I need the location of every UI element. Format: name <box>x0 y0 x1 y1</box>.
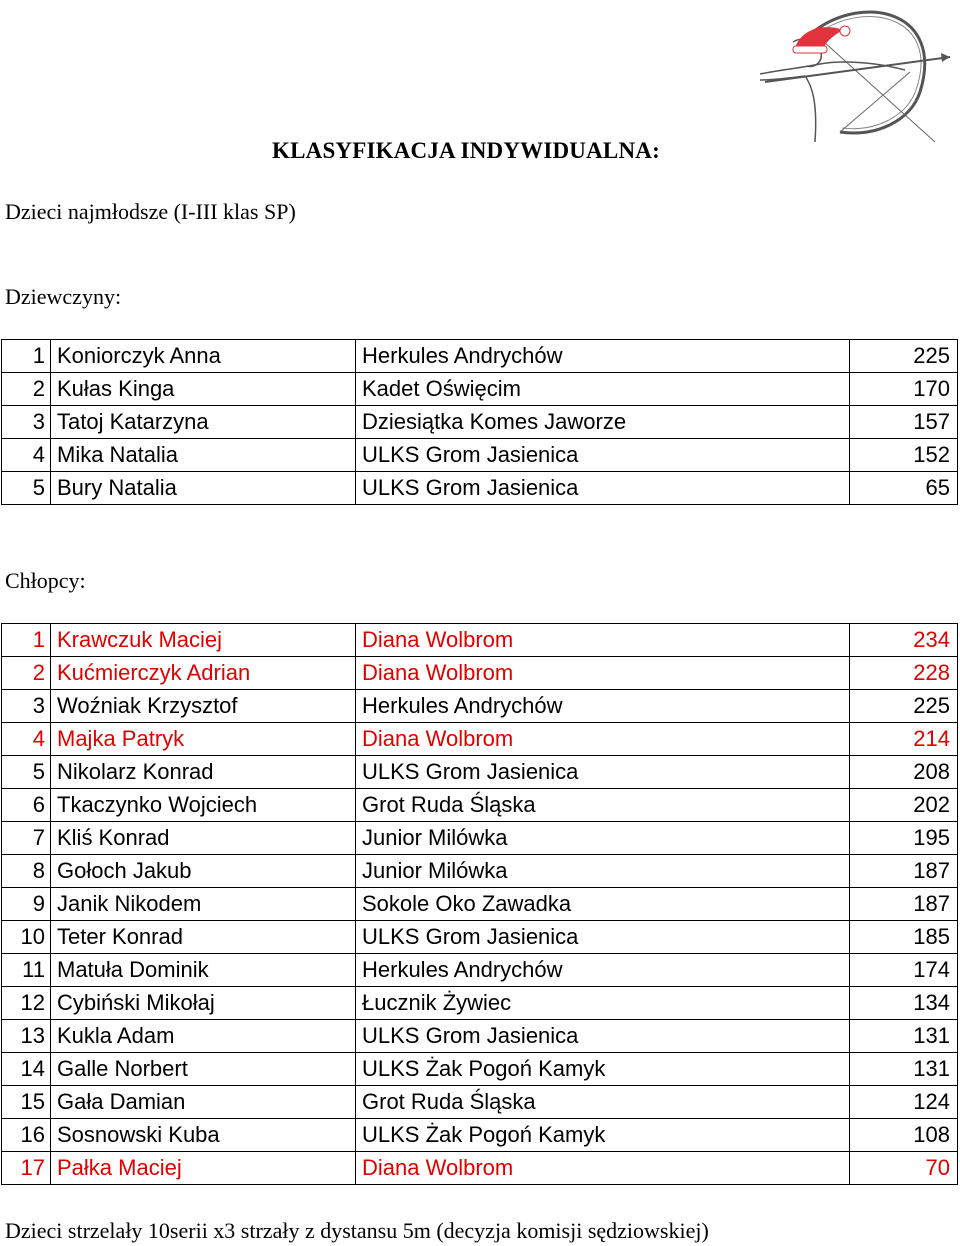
rank-cell: 11 <box>2 954 51 987</box>
rank-cell: 13 <box>2 1020 51 1053</box>
club-cell: ULKS Grom Jasienica <box>356 921 850 954</box>
table-row <box>2 439 958 472</box>
club-cell: ULKS Grom Jasienica <box>356 439 850 472</box>
table-row <box>2 690 958 723</box>
rank-cell: 1 <box>2 624 51 657</box>
club-cell: Diana Wolbrom <box>356 657 850 690</box>
name-cell: Kliś Konrad <box>51 822 356 855</box>
rank-cell: 3 <box>2 406 51 439</box>
club-cell: Łucznik Żywiec <box>356 987 850 1020</box>
score-cell: 131 <box>850 1053 958 1086</box>
score-cell: 170 <box>850 373 958 406</box>
rank-cell: 14 <box>2 1053 51 1086</box>
club-cell: Sokole Oko Zawadka <box>356 888 850 921</box>
name-cell: Janik Nikodem <box>51 888 356 921</box>
score-cell: 152 <box>850 439 958 472</box>
table-row <box>2 756 958 789</box>
score-cell: 108 <box>850 1119 958 1152</box>
table-row <box>2 406 958 439</box>
score-cell: 157 <box>850 406 958 439</box>
rank-cell: 9 <box>2 888 51 921</box>
name-cell: Mika Natalia <box>51 439 356 472</box>
name-cell: Bury Natalia <box>51 472 356 505</box>
rank-cell: 16 <box>2 1119 51 1152</box>
table-row <box>2 624 958 657</box>
club-cell: Herkules Andrychów <box>356 340 850 373</box>
table-row <box>2 855 958 888</box>
table-row <box>2 789 958 822</box>
name-cell: Krawczuk Maciej <box>51 624 356 657</box>
name-cell: Gała Damian <box>51 1086 356 1119</box>
club-cell: Kadet Oświęcim <box>356 373 850 406</box>
club-cell: Diana Wolbrom <box>356 723 850 756</box>
name-cell: Nikolarz Konrad <box>51 756 356 789</box>
rank-cell: 1 <box>2 340 51 373</box>
table-row <box>2 888 958 921</box>
score-cell: 124 <box>850 1086 958 1119</box>
rank-cell: 7 <box>2 822 51 855</box>
category-subtitle: Dzieci najmłodsze (I-III klas SP) <box>5 199 296 224</box>
club-cell: ULKS Grom Jasienica <box>356 756 850 789</box>
score-cell: 214 <box>850 723 958 756</box>
club-cell: Diana Wolbrom <box>356 1152 850 1185</box>
name-cell: Koniorczyk Anna <box>51 340 356 373</box>
table-row <box>2 657 958 690</box>
club-cell: ULKS Grom Jasienica <box>356 472 850 505</box>
rank-cell: 5 <box>2 756 51 789</box>
rank-cell: 2 <box>2 373 51 406</box>
club-cell: Diana Wolbrom <box>356 624 850 657</box>
table-row <box>2 987 958 1020</box>
table-row <box>2 1152 958 1185</box>
rank-cell: 12 <box>2 987 51 1020</box>
club-cell: Junior Milówka <box>356 822 850 855</box>
club-cell: ULKS Żak Pogoń Kamyk <box>356 1053 850 1086</box>
rank-cell: 17 <box>2 1152 51 1185</box>
score-cell: 187 <box>850 888 958 921</box>
table-row <box>2 373 958 406</box>
name-cell: Kućmierczyk Adrian <box>51 657 356 690</box>
score-cell: 65 <box>850 472 958 505</box>
rank-cell: 2 <box>2 657 51 690</box>
score-cell: 208 <box>850 756 958 789</box>
score-cell: 202 <box>850 789 958 822</box>
score-cell: 195 <box>850 822 958 855</box>
girls-results-table <box>1 339 958 505</box>
table-row <box>2 921 958 954</box>
club-cell: ULKS Grom Jasienica <box>356 1020 850 1053</box>
rank-cell: 5 <box>2 472 51 505</box>
name-cell: Tatoj Katarzyna <box>51 406 356 439</box>
score-cell: 185 <box>850 921 958 954</box>
name-cell: Gołoch Jakub <box>51 855 356 888</box>
name-cell: Sosnowski Kuba <box>51 1119 356 1152</box>
club-cell: Grot Ruda Śląska <box>356 1086 850 1119</box>
table-row <box>2 723 958 756</box>
rank-cell: 4 <box>2 723 51 756</box>
table-row <box>2 340 958 373</box>
girls-section-label: Dziewczyny: <box>5 284 122 309</box>
club-cell: ULKS Żak Pogoń Kamyk <box>356 1119 850 1152</box>
name-cell: Pałka Maciej <box>51 1152 356 1185</box>
name-cell: Galle Norbert <box>51 1053 356 1086</box>
table-row <box>2 822 958 855</box>
archer-logo-icon <box>745 2 957 152</box>
name-cell: Teter Konrad <box>51 921 356 954</box>
boys-results-table <box>1 623 958 1185</box>
boys-section-label: Chłopcy: <box>5 568 86 593</box>
table-row <box>2 1053 958 1086</box>
score-cell: 234 <box>850 624 958 657</box>
name-cell: Cybiński Mikołaj <box>51 987 356 1020</box>
rank-cell: 3 <box>2 690 51 723</box>
table-row <box>2 472 958 505</box>
club-cell: Dziesiątka Komes Jaworze <box>356 406 850 439</box>
score-cell: 187 <box>850 855 958 888</box>
club-cell: Herkules Andrychów <box>356 954 850 987</box>
name-cell: Kukla Adam <box>51 1020 356 1053</box>
score-cell: 228 <box>850 657 958 690</box>
score-cell: 131 <box>850 1020 958 1053</box>
club-cell: Grot Ruda Śląska <box>356 789 850 822</box>
score-cell: 134 <box>850 987 958 1020</box>
rank-cell: 8 <box>2 855 51 888</box>
club-cell: Junior Milówka <box>356 855 850 888</box>
score-cell: 225 <box>850 690 958 723</box>
rank-cell: 15 <box>2 1086 51 1119</box>
footnote: Dzieci strzelały 10serii x3 strzały z dystansu 5m (decyzja komisji sędziowskiej) <box>5 1218 709 1243</box>
page-title: KLASYFIKACJA INDYWIDUALNA: <box>272 138 660 163</box>
score-cell: 70 <box>850 1152 958 1185</box>
name-cell: Matuła Dominik <box>51 954 356 987</box>
rank-cell: 4 <box>2 439 51 472</box>
table-row <box>2 1020 958 1053</box>
rank-cell: 6 <box>2 789 51 822</box>
rank-cell: 10 <box>2 921 51 954</box>
table-row <box>2 954 958 987</box>
name-cell: Majka Patryk <box>51 723 356 756</box>
name-cell: Kułas Kinga <box>51 373 356 406</box>
club-cell: Herkules Andrychów <box>356 690 850 723</box>
table-row <box>2 1086 958 1119</box>
name-cell: Tkaczynko Wojciech <box>51 789 356 822</box>
score-cell: 225 <box>850 340 958 373</box>
score-cell: 174 <box>850 954 958 987</box>
table-row <box>2 1119 958 1152</box>
name-cell: Woźniak Krzysztof <box>51 690 356 723</box>
